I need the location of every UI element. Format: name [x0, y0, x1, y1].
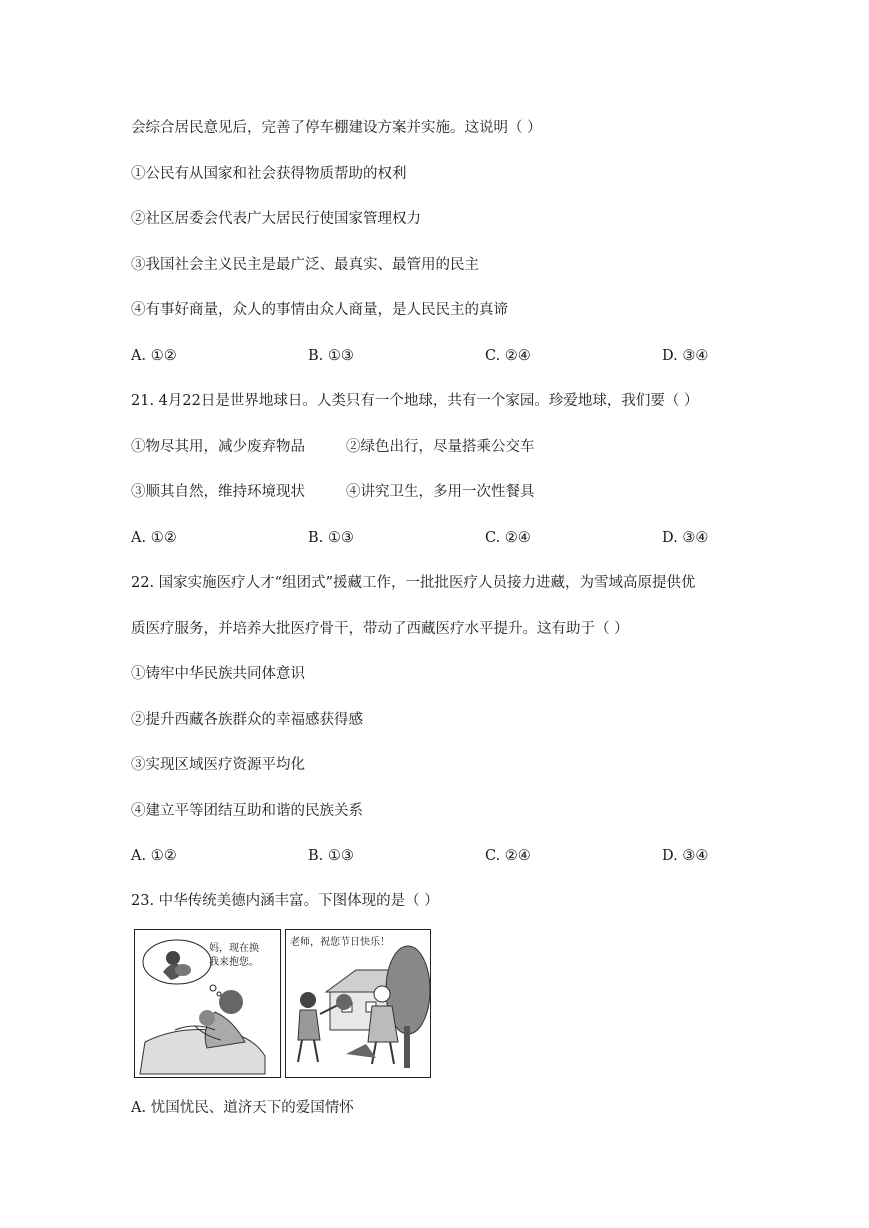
q21-option-c[interactable]: C. ②④ [485, 530, 531, 546]
q21-option-d[interactable]: D. ③④ [662, 530, 709, 546]
speech-bubble-left-line1: 妈，现在换 [209, 943, 259, 954]
q20-item-1: ①公民有从国家和社会获得物质帮助的权利 [131, 166, 407, 182]
q20-option-c[interactable]: C. ②④ [485, 348, 531, 364]
q22-option-b[interactable]: B. ①③ [308, 848, 354, 864]
q22-item-3: ③实现区域医疗资源平均化 [131, 757, 305, 773]
cartoon-panel-right [285, 929, 431, 1078]
q22-item-4: ④建立平等团结互助和谐的民族关系 [131, 803, 363, 819]
q20-option-b[interactable]: B. ①③ [308, 348, 354, 364]
q20-option-d[interactable]: D. ③④ [662, 348, 709, 364]
speech-bubble-right: 老师，祝您节日快乐！ [290, 937, 390, 948]
q22-option-a[interactable]: A. ①② [131, 848, 177, 864]
q22-item-2: ②提升西藏各族群众的幸福感获得感 [131, 712, 363, 728]
q21-stem: 21. 4月22日是世界地球日。人类只有一个地球，共有一个家园。珍爱地球，我们要（ ） [131, 393, 699, 409]
q20-option-a[interactable]: A. ①② [131, 348, 177, 364]
q23-option-a[interactable]: A. 忧国忧民、道济天下的爱国情怀 [131, 1100, 354, 1116]
q21-option-b[interactable]: B. ①③ [308, 530, 354, 546]
q22-option-d[interactable]: D. ③④ [662, 848, 709, 864]
q20-stem: 会综合居民意见后，完善了停车棚建设方案并实施。这说明（ ） [131, 120, 542, 136]
q21-item-3: ③顺其自然，维持环境现状 [131, 484, 305, 500]
q21-item-1: ①物尽其用，减少废弃物品 [131, 439, 305, 455]
q20-item-2: ②社区居委会代表广大居民行使国家管理权力 [131, 211, 421, 227]
q20-item-4: ④有事好商量，众人的事情由众人商量，是人民民主的真谛 [131, 302, 508, 318]
q20-item-3: ③我国社会主义民主是最广泛、最真实、最管用的民主 [131, 257, 479, 273]
q22-option-c[interactable]: C. ②④ [485, 848, 531, 864]
q21-item-4: ④讲究卫生，多用一次性餐具 [346, 484, 535, 500]
q21-item-2: ②绿色出行，尽量搭乘公交车 [346, 439, 535, 455]
q23-stem: 23. 中华传统美德内涵丰富。下图体现的是（ ） [131, 893, 439, 909]
q22-item-1: ①铸牢中华民族共同体意识 [131, 666, 305, 682]
student-teacher-illustration [286, 930, 430, 1077]
q22-stem-line2: 质医疗服务，并培养大批医疗骨干，带动了西藏医疗水平提升。这有助于（ ） [131, 621, 629, 637]
q22-stem-line1: 22. 国家实施医疗人才“组团式”援藏工作，一批批医疗人员接力进藏，为雪域高原提供优 [131, 575, 696, 591]
q21-option-a[interactable]: A. ①② [131, 530, 177, 546]
cartoon-panel-left [134, 929, 281, 1078]
speech-bubble-left-line2: 我来抱您。 [209, 957, 259, 968]
